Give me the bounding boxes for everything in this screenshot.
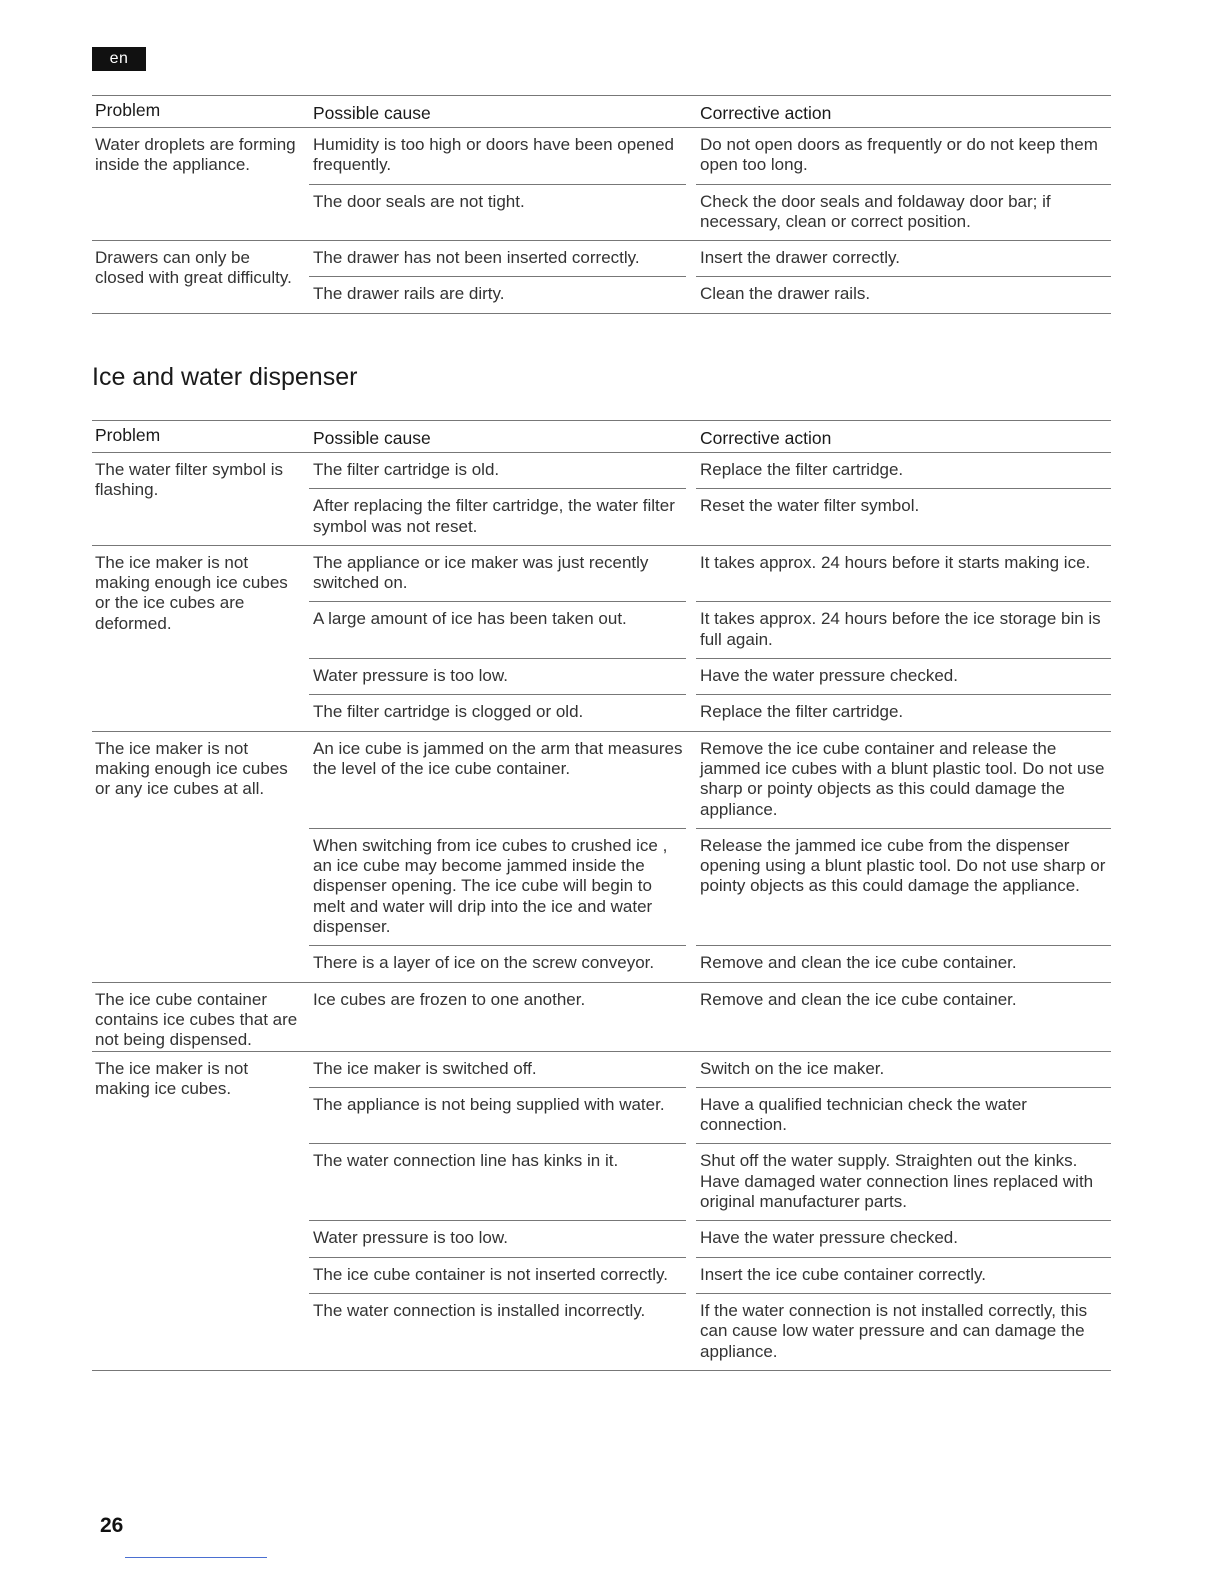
cause-action-rows [309, 1052, 1111, 1370]
cause-cell: The filter cartridge is clogged or old. [309, 694, 686, 730]
action-cell: Check the door seals and foldaway door bar; if necessary, clean or correct position. [696, 184, 1111, 241]
problem-cell: The ice maker is not making ice cubes. [95, 1058, 249, 1098]
problem-group [92, 1052, 1111, 1371]
action-cell: Remove and clean the ice cube container. [696, 945, 1111, 981]
cause-cell: A large amount of ice has been taken out. [309, 601, 686, 658]
cause-cell: The appliance or ice maker was just recently switched on. [313, 552, 649, 593]
column-header-problem: Problem [95, 425, 161, 445]
cause-cell: The ice cube container is not inserted correctly. [309, 1257, 686, 1293]
action-cell: Do not open doors as frequently or do not keep them open too long. [700, 135, 1098, 175]
cause-action-rows [309, 983, 1111, 1051]
column-header-cause: Possible cause [313, 103, 431, 123]
table-row [309, 276, 1111, 312]
table-header [92, 421, 1111, 453]
action-cell: Remove the ice cube container and release the jammed ice cubes with a blunt plastic tool. Do not use sharp or pointy objects as this could damage the appliance. [700, 738, 1105, 819]
cause-cell: The water connection is installed incorrectly. [309, 1293, 686, 1370]
table-row [309, 1257, 1111, 1293]
table-row [309, 601, 1111, 658]
problem-group [92, 546, 1111, 732]
cause-cell: Humidity is too high or doors have been opened frequently. [313, 135, 675, 175]
problem-group [92, 983, 1111, 1052]
table-row [309, 184, 1111, 241]
table-row [309, 694, 1111, 730]
action-cell: If the water connection is not installed correctly, this can cause low water pressure and can damage the appliance. [696, 1293, 1111, 1370]
table-row [309, 1293, 1111, 1370]
problem-cell: The ice maker is not making enough ice cubes or the ice cubes are deformed. [95, 552, 288, 633]
cause-cell: The drawer rails are dirty. [309, 276, 686, 312]
problem-group [92, 128, 1111, 241]
column-header-action: Corrective action [700, 428, 832, 448]
problem-cell: The ice cube container contains ice cubes that are not being dispensed. [95, 989, 298, 1050]
troubleshooting-table-general [92, 95, 1111, 314]
cause-cell: The ice maker is switched off. [313, 1058, 537, 1078]
action-cell: Clean the drawer rails. [696, 276, 1111, 312]
action-cell: Release the jammed ice cube from the dispenser opening using a blunt plastic tool. Do not use sharp or pointy objects as this could damage the appliance. [696, 828, 1111, 945]
table-row [309, 128, 1111, 184]
table-row [309, 453, 1111, 488]
table-row [309, 241, 1111, 276]
problem-cell: Drawers can only be closed with great difficulty. [95, 248, 292, 288]
action-cell: Switch on the ice maker. [700, 1058, 885, 1078]
table-header [92, 96, 1111, 128]
action-cell: It takes approx. 24 hours before the ice storage bin is full again. [696, 601, 1111, 658]
cause-cell: Ice cubes are frozen to one another. [313, 989, 586, 1009]
cause-action-rows [309, 453, 1111, 545]
table-row [309, 1087, 1111, 1144]
page-number: 26 [100, 1514, 124, 1537]
cause-cell: Water pressure is too low. [309, 1220, 686, 1256]
cause-action-rows [309, 241, 1111, 313]
language-badge: en [92, 47, 146, 71]
cause-action-rows [309, 546, 1111, 731]
table-row [309, 1052, 1111, 1087]
cause-action-rows [309, 732, 1111, 982]
footer-rule [125, 1557, 267, 1558]
cause-action-rows [309, 128, 1111, 240]
cause-cell: An ice cube is jammed on the arm that measures the level of the ice cube container. [313, 738, 683, 778]
table-row [309, 1143, 1111, 1220]
cause-cell: After replacing the filter cartridge, the water filter symbol was not reset. [309, 488, 686, 545]
column-header-action: Corrective action [700, 103, 832, 123]
table-row [309, 1220, 1111, 1256]
table-row [309, 828, 1111, 945]
table-row [309, 488, 1111, 545]
problem-group [92, 732, 1111, 983]
cause-cell: The drawer has not been inserted correctly. [313, 248, 640, 268]
table-row [309, 546, 1111, 602]
action-cell: Have the water pressure checked. [696, 1220, 1111, 1256]
problem-group [92, 453, 1111, 546]
action-cell: Replace the filter cartridge. [696, 694, 1111, 730]
action-cell: Have a qualified technician check the water connection. [696, 1087, 1111, 1144]
action-cell: Insert the ice cube container correctly. [696, 1257, 1111, 1293]
action-cell: Replace the filter cartridge. [700, 460, 904, 479]
action-cell: Remove and clean the ice cube container. [700, 989, 1017, 1009]
action-cell: It takes approx. 24 hours before it starts making ice. [700, 552, 1091, 572]
table-row [309, 658, 1111, 694]
problem-cell: The ice maker is not making enough ice cubes or any ice cubes at all. [95, 738, 288, 799]
table-row [309, 983, 1111, 1018]
cause-cell: The water connection line has kinks in it. [309, 1143, 686, 1220]
column-header-cause: Possible cause [313, 428, 431, 448]
problem-cell: The water filter symbol is flashing. [95, 460, 283, 500]
action-cell: Reset the water filter symbol. [696, 488, 1111, 545]
cause-cell: The door seals are not tight. [309, 184, 686, 241]
cause-cell: There is a layer of ice on the screw conveyor. [309, 945, 686, 981]
action-cell: Shut off the water supply. Straighten out the kinks. Have damaged water connection lines replaced with original manufacturer parts. [696, 1143, 1111, 1220]
problem-cell: Water droplets are forming inside the appliance. [95, 135, 296, 175]
action-cell: Insert the drawer correctly. [700, 248, 900, 268]
table-row [309, 945, 1111, 981]
cause-cell: Water pressure is too low. [309, 658, 686, 694]
problem-group [92, 241, 1111, 314]
cause-cell: The appliance is not being supplied with water. [309, 1087, 686, 1144]
action-cell: Have the water pressure checked. [696, 658, 1111, 694]
section-title: Ice and water dispenser [92, 363, 358, 391]
column-header-problem: Problem [95, 100, 161, 120]
troubleshooting-table-ice-water [92, 420, 1111, 1371]
cause-cell: The filter cartridge is old. [313, 460, 500, 479]
cause-cell: When switching from ice cubes to crushed ice , an ice cube may become jammed inside the dispenser opening. The ice cube will begin to melt and water will drip into the ice and water dispenser. [309, 828, 686, 945]
table-row [309, 732, 1111, 828]
